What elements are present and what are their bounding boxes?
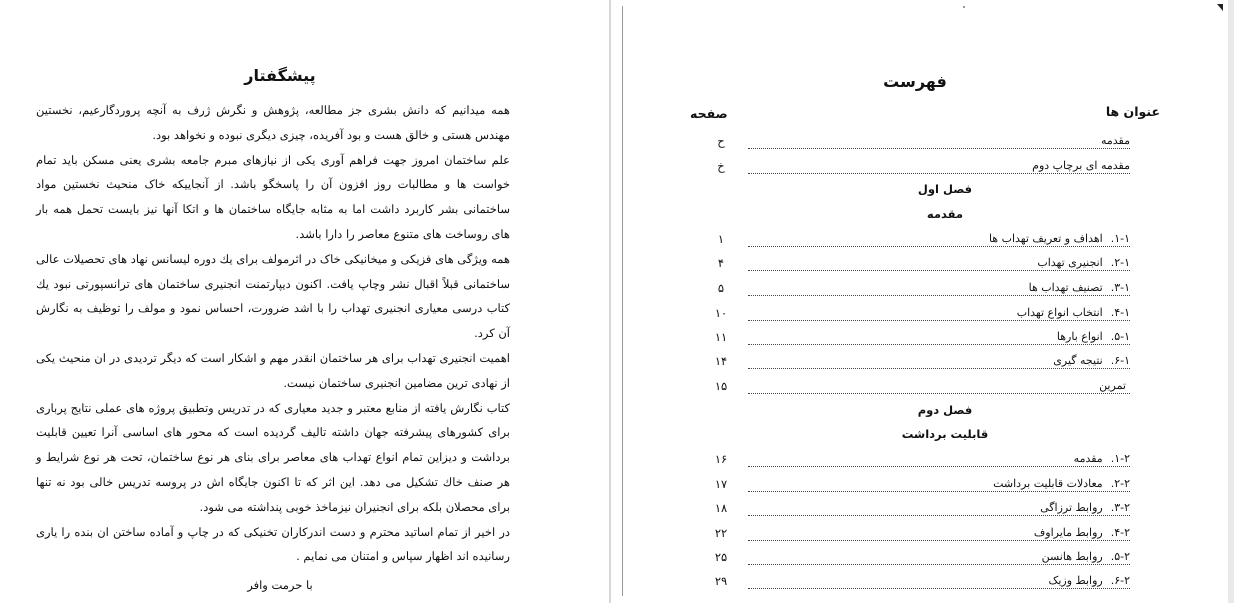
preface-paragraph: همه میدانیم که دانش بشری جز مطالعه، پژوهش و نگرش ژرف به آنچه پروردگارعیم، نخستین مهندس هستی و خالق هست و بود آفریده، چیزی دیگری نبوده و نخواهد بود. xyxy=(36,103,510,142)
toc-leader xyxy=(748,379,1130,394)
chapter-heading: فصل دوم xyxy=(917,403,973,417)
toc-page-number: ۴ xyxy=(717,256,725,270)
toc-row[interactable] xyxy=(700,501,1130,521)
toc-page-number: ۱۸ xyxy=(714,501,728,515)
toc-entry-label: ۲-۲.معادلات قابلیت برداشت xyxy=(993,477,1130,490)
toc-page-number: ۱۵ xyxy=(714,379,728,393)
toc-entry-label: ۳-۱.تصنیف تهداب ها xyxy=(1028,281,1130,294)
toc-entry-label: ۱-۲.مقدمه xyxy=(1073,452,1130,465)
toc-leader xyxy=(748,134,1130,149)
corner-mark-icon xyxy=(1217,4,1223,11)
toc-row[interactable] xyxy=(700,306,1130,326)
toc-row[interactable] xyxy=(700,330,1130,350)
toc-row[interactable] xyxy=(700,574,1130,594)
page-edge xyxy=(1228,0,1234,603)
toc-entry-label: ۴-۱.انتخاب انواع تهداب xyxy=(1016,306,1130,319)
toc-row[interactable] xyxy=(700,354,1130,374)
toc-entry-label: مقدمه ای برچاپ دوم xyxy=(1032,159,1130,172)
chapter-subheading: قابلیت برداشت xyxy=(901,427,989,441)
toc-entry-label: تمرین xyxy=(1099,379,1126,392)
toc-page-number: ۱۴ xyxy=(714,354,728,368)
toc-row[interactable] xyxy=(700,281,1130,301)
toc-row[interactable] xyxy=(700,477,1130,497)
toc-row[interactable] xyxy=(700,550,1130,570)
toc-column-title: عنوان ها xyxy=(1105,104,1160,119)
toc-page-number: ۱۷ xyxy=(714,477,728,491)
toc-page-number: ۵ xyxy=(717,281,725,295)
toc-entry-label: ۵-۲.روابط هانسن xyxy=(1041,550,1130,563)
toc-row[interactable] xyxy=(700,379,1130,399)
toc-row[interactable] xyxy=(700,134,1130,154)
toc-entry-label: ۲-۱.انجنیری تهداب xyxy=(1037,256,1130,269)
toc-row[interactable] xyxy=(700,256,1130,276)
toc-page-number: ۱۶ xyxy=(714,452,728,466)
toc-page-number: خ xyxy=(717,159,725,173)
toc-page-number: ۱۱ xyxy=(714,330,728,344)
toc-page-number: ۱۰ xyxy=(714,306,728,320)
toc-row[interactable] xyxy=(700,452,1130,472)
toc-entry-label: ۵-۱.انواع بارها xyxy=(1056,330,1130,343)
toc-title: فهرست xyxy=(883,72,947,91)
toc-entry-label: ۳-۲.روابط ترزاگی xyxy=(1040,501,1130,514)
toc-entry-label: ۱-۱.اهداف و تعریف تهداب ها xyxy=(988,232,1130,245)
page-border-line xyxy=(622,6,623,596)
toc-entry-label: ۶-۲.روابط وزیک xyxy=(1048,574,1130,587)
preface-paragraph: اهمیت انجنیری تهداب برای هر ساختمان انقدر مهم و اشکار است که دیگر تردیدی در ان منحیث یکی از نهادی ترین مضامین انجنیری ساختمان نیست. xyxy=(36,350,510,390)
preface-paragraph: در اخیر از تمام اساتید محترم و دست اندرکاران تخنیکی که در چاپ و آماده ساختن ان بنده را یاری رسانیده اند اظهار سپاس و امتنان می نمایم . xyxy=(36,524,510,564)
toc-row[interactable] xyxy=(700,526,1130,546)
toc-page-number: ۲۵ xyxy=(714,550,728,564)
toc-row[interactable] xyxy=(700,232,1130,252)
toc-page-number: ح xyxy=(717,134,725,148)
preface-paragraph: کتاب نگارش یافته از منابع معتبر و جدید معیاری که در تدریس وتطبیق پروژه های عملی نتایج پرباری برای کشورهای پیشرفته جهان داشته تالیف گردیده است که محور های اساسی آنرا تعیین قابلیت برداشت و دیزاین تمام انواع تهداب های معاصر برای بنای هر نوع ساختمان، تحت هر نوع شرایط و هر صنف خاك تشکیل می دهد. این اثر که تا اکنون جایگاه اش در پروسه تدریس خالی بود نه تنها برای محصلان بلکه برای انجنیران نیزماخذ خوبی پنداشته می شود. xyxy=(36,400,510,514)
toc-page-number: ۱ xyxy=(717,232,725,246)
toc-row[interactable] xyxy=(700,159,1130,179)
preface-body xyxy=(36,98,510,569)
preface-paragraph: علم ساختمان امروز جهت فراهم آوری یکی از نیازهای مبرم جامعه بشری یعنی مسکن باید تمام خواست ها و مطالبات روز افزون آن را پاسخگو باشد. از آنجاییکه خاک منحیث نخستین مواد ساختمانی بشر کاربرد داشت اما به مثابه جایگاه ساختمان ها و اتکا آنها نیز بایست تحمل همه بار های روساخت های متنوع معاصر را دارا باشد. xyxy=(36,152,510,241)
toc-entry-label: ۶-۱.نتیجه گیری xyxy=(1053,354,1130,367)
toc-page-number: ۲۹ xyxy=(714,574,728,588)
toc-column-page: صفحه xyxy=(690,106,728,121)
preface-closing: با حرمت وافر xyxy=(247,578,313,592)
toc-entry-label: ۴-۲.روابط مایراوف xyxy=(1033,526,1130,539)
book-gutter xyxy=(609,0,611,603)
chapter-subheading: مقدمه xyxy=(926,207,964,221)
toc-entry-label: مقدمه xyxy=(1100,134,1130,147)
toc-page-number: ۲۲ xyxy=(714,526,728,540)
preface-paragraph: همه ویژگی های فزیکی و میخانیکی خاک در اثرمولف برای یك دوره لیسانس نهاد های تحصیلات عالی ساختمانی قبلاً اقبال نشر وچاپ یافت. اکنون دیپارتمنت انجنیری ساختمان های ترانسپورتی نبود یك کتاب درسی معیاری انجنیری تهداب را با اشد ضرورت، احساس نمود و مولف را توظیف به نگارش آن کرد. xyxy=(35,251,510,341)
scan-speck xyxy=(963,6,965,8)
chapter-heading: فصل اول xyxy=(917,182,973,196)
preface-title: پیشگفتار xyxy=(244,66,316,85)
